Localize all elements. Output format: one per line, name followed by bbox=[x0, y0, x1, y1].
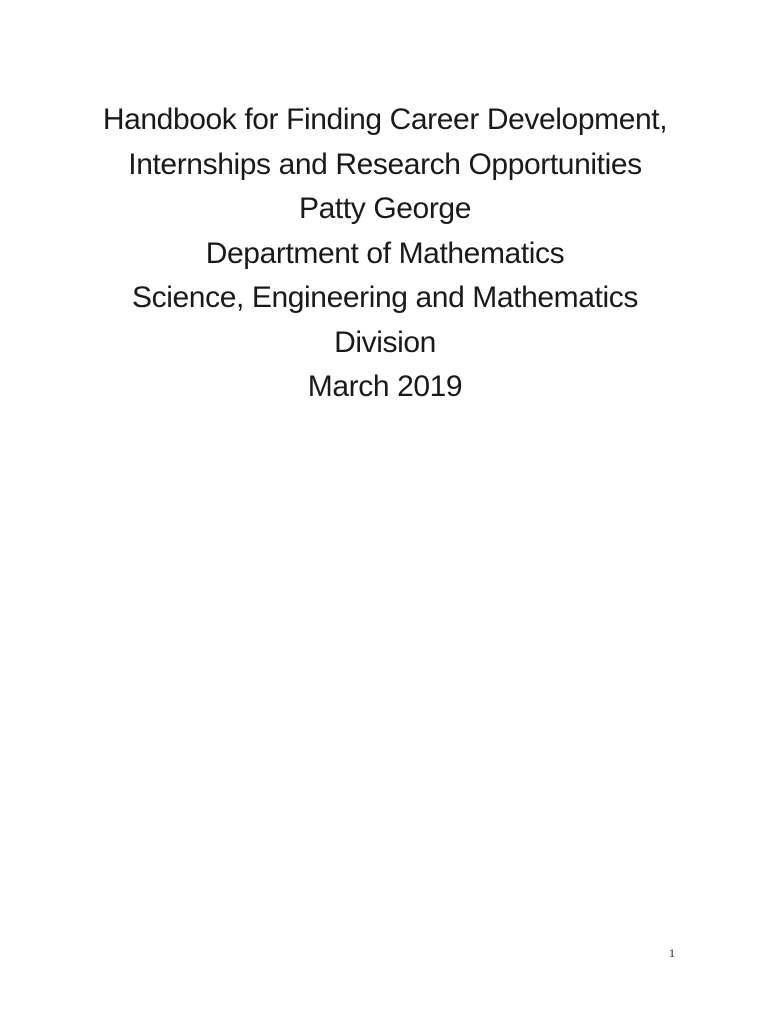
division-name-line-2: Division bbox=[334, 325, 436, 359]
author-name: Patty George bbox=[299, 192, 471, 225]
handbook-title-line-2: Internships and Research Opportunities bbox=[128, 147, 642, 181]
title-page-heading bbox=[0, 98, 770, 410]
division-name-line-1: Science, Engineering and Mathematics bbox=[132, 281, 638, 314]
department-name: Department of Mathematics bbox=[205, 236, 565, 270]
page-number: 1 bbox=[669, 946, 675, 960]
publication-date: March 2019 bbox=[307, 370, 463, 403]
handbook-title-line-1: Handbook for Finding Career Development, bbox=[102, 103, 668, 136]
